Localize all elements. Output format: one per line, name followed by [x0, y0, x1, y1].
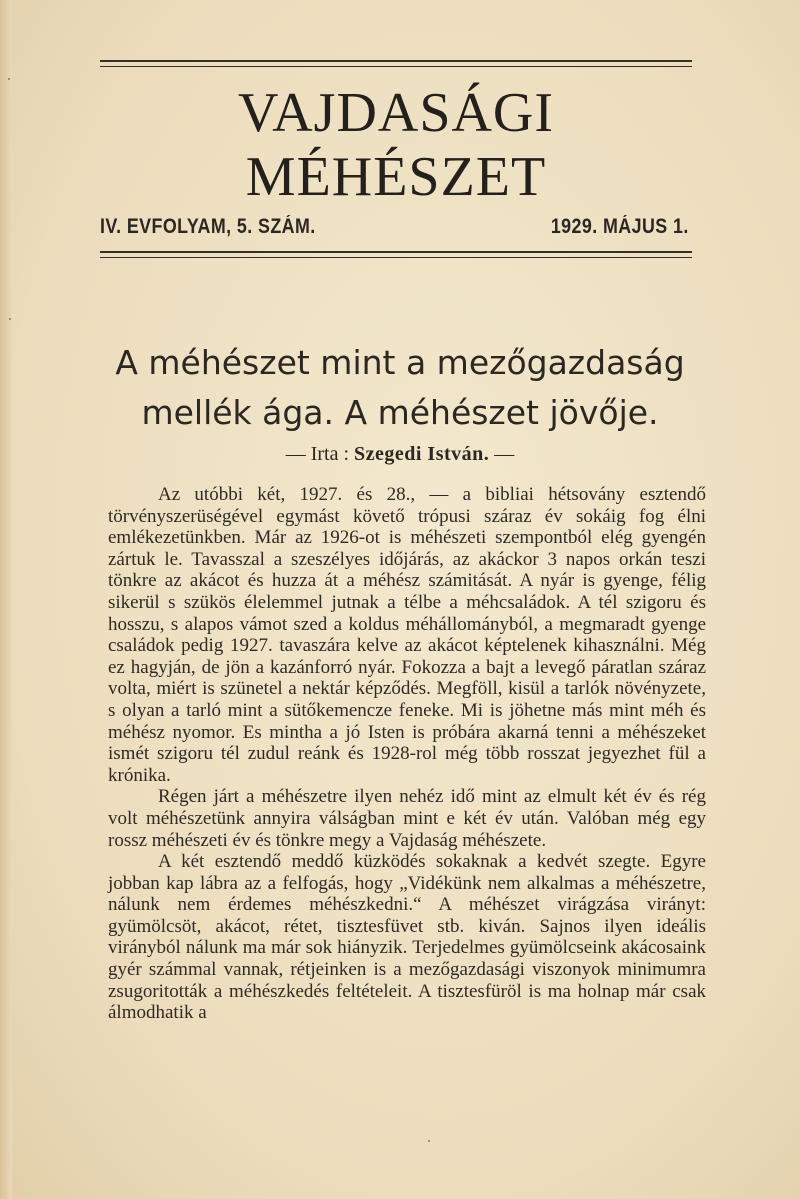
masthead-top-rule — [100, 60, 692, 67]
byline-suffix: — — [494, 443, 515, 465]
byline — [100, 443, 700, 466]
page-binding-edge — [0, 0, 12, 1199]
publication-title: VAJDASÁGI MÉHÉSZET — [237, 82, 554, 208]
article-title-line-2: mellék ága. A méhészet jövője. — [141, 393, 659, 432]
paragraph-3: A két esztendő meddő küzködés sokaknak a kedvét szegte. Egyre jobban kap lábra az a felfogás, hogy „Vidékünk nem alkalmas a méhészetre, nálunk nem érdemes méhészkedni.“ A méhészet virágzása virányt: gyümölcsöt, akácot, rétet, tisztesfüvet stb. kiván. Sajnos ilyen ideális virányból nálunk ma már sok hiányzik. Terjedelmes gyümölcseink akácosaink gyér számmal vannak, rétjeinken is a mezőgazdasági viszonyok minimumra zsugoritották a méhészkedés feltételeit. A tisztesfüröl is ma holnap már csak álmodhatik a — [108, 851, 706, 1024]
paper-speck — [8, 78, 10, 80]
issue-line — [100, 215, 689, 239]
paper-speck — [9, 318, 11, 320]
byline-prefix: — Irta : — [285, 443, 349, 465]
volume-number: IV. EVFOLYAM, 5. SZÁM. — [100, 215, 316, 238]
paragraph-1: Az utóbbi két, 1927. és 28., — a bibliai hétsovány esztendő törvényszerüségével egymást követő trópusi száraz év sokáig fog élni emlékezetünkben. Már az 1926-ot is méhészeti szempontból elég gyengén zártuk le. Tavasszal a szeszélyes időjárás, az akáckor 3 napos orkán teszi tönkre az akácot és huzza át a méhész számitását. A nyár is gyenge, félig sikerül s szükös élelemmel jutnak a télbe a méhcsaládok. A tél szigoru és hosszu, s alapos vámot szed a koldus méhállományból, a megmaradt gyenge családok pedig 1927. tavaszára kelve az akácot képtelenek kihasználni. Még ez hagyján, de jön a kazánforró nyár. Fokozza a bajt a levegő páratlan száraz volta, miért is szünetel a nektár képződés. Megföll, kisül a tarlók növényzete, s olyan a tarló mint a sütőkemencze feneke. Mi is jöhetne más mint méh és méhész nyomor. Es mintha a jó Isten is próbára akarná tenni a méhészeket ismét szigoru tél zudul reánk és 1928-rol még több rosszat jegyezhet fül a krónika. — [108, 484, 706, 786]
masthead — [100, 60, 692, 258]
masthead-bottom-rule — [100, 251, 692, 258]
article-title — [80, 338, 720, 438]
issue-date: 1929. MÁJUS 1. — [550, 215, 689, 238]
byline-author: Szegedi István. — [354, 443, 490, 465]
paper-speck — [428, 1140, 430, 1142]
article-body — [108, 484, 706, 1024]
paragraph-2: Régen járt a méhészetre ilyen nehéz idő mint az elmult két év és rég volt méhészetünk annyira válságban mint e két év után. Valóban még egy rossz méhészeti év és tönkre megy a Vajdaság méhészete. — [108, 786, 706, 851]
article-title-line-1: A méhészet mint a mezőgazdaság — [115, 343, 685, 382]
